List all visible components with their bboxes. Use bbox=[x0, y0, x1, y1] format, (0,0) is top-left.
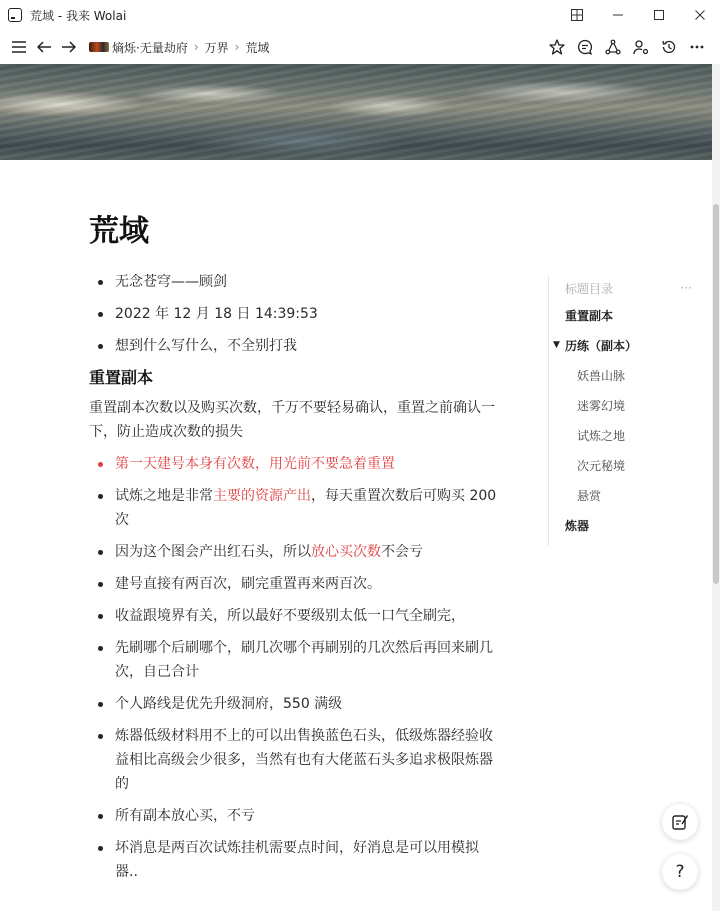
scrollbar[interactable] bbox=[712, 64, 720, 911]
list-item[interactable] bbox=[89, 540, 499, 564]
list-item-text: 2022 年 12 月 18 日 14:39:53 bbox=[115, 306, 318, 322]
chevron-right-icon: › bbox=[234, 40, 240, 54]
list-item[interactable] bbox=[89, 452, 499, 476]
list-item[interactable] bbox=[89, 692, 499, 716]
toc-title: 标题目录 bbox=[565, 281, 614, 296]
list-item[interactable] bbox=[89, 334, 499, 358]
help-button[interactable]: ? bbox=[662, 854, 698, 890]
list-item[interactable] bbox=[89, 270, 499, 294]
scrollbar-thumb[interactable] bbox=[713, 204, 719, 584]
history-icon[interactable] bbox=[658, 36, 680, 58]
minimize-button[interactable] bbox=[597, 0, 638, 30]
forward-arrow-icon[interactable] bbox=[58, 36, 80, 58]
list-item[interactable] bbox=[89, 604, 499, 628]
maximize-button[interactable] bbox=[638, 0, 679, 30]
quick-note-button[interactable] bbox=[662, 804, 698, 840]
user-settings-icon[interactable] bbox=[630, 36, 652, 58]
list-item-text: 不会亏 bbox=[381, 544, 423, 560]
list-item-text: ，每天重置次数后可购买 200 次 bbox=[115, 488, 497, 528]
window-controls bbox=[556, 0, 720, 30]
more-options-icon[interactable] bbox=[686, 36, 708, 58]
breadcrumb-item-root[interactable]: 熵烁·无量劫府 bbox=[112, 40, 188, 55]
breadcrumb bbox=[89, 39, 269, 56]
chevron-right-icon: › bbox=[193, 40, 199, 54]
list-item[interactable] bbox=[89, 804, 499, 828]
list-item-text: 因为这个图会产出红石头，所以 bbox=[115, 544, 311, 560]
list-item[interactable] bbox=[89, 636, 499, 684]
edit-note-icon bbox=[671, 813, 689, 831]
toc-subitem[interactable]: 妖兽山脉 bbox=[577, 368, 626, 383]
list-item-text: 无念苍穹——顾剑 bbox=[115, 274, 227, 290]
window-title: 荒域 - 我来 Wolai bbox=[30, 8, 127, 23]
page-cover-image[interactable] bbox=[0, 64, 712, 160]
list-item[interactable] bbox=[89, 572, 499, 596]
list-item-text: 试炼之地是非常 bbox=[115, 488, 213, 504]
toc-item[interactable] bbox=[553, 330, 698, 360]
breadcrumb-item-current[interactable]: 荒域 bbox=[245, 40, 270, 55]
breadcrumb-thumbnail bbox=[89, 42, 109, 52]
table-of-contents bbox=[548, 276, 698, 546]
list-item-text: 第一天建号本身有次数，用光前不要急着重置 bbox=[115, 456, 395, 472]
toc-subitem[interactable]: 次元秘境 bbox=[577, 458, 626, 473]
list-item-text: 炼器低级材料用不上的可以出售换蓝色石头，低级炼器经验收益相比高级会少很多，当然有也有大佬蓝石头多追求极限炼器的 bbox=[115, 728, 493, 792]
list-item[interactable] bbox=[89, 724, 499, 796]
star-icon[interactable] bbox=[546, 36, 568, 58]
share-network-icon[interactable] bbox=[602, 36, 624, 58]
toc-subitem[interactable]: 悬赏 bbox=[577, 488, 602, 503]
list-item-text: 收益跟境界有关，所以最好不要级别太低一口气全刷完， bbox=[115, 608, 465, 624]
toc-item[interactable]: 重置副本 bbox=[565, 308, 614, 323]
caret-down-icon[interactable]: ▼ bbox=[553, 340, 560, 350]
list-item-text: 建号直接有两百次，刷完重置再来两百次。 bbox=[115, 576, 381, 592]
highlighted-text: 主要的资源产出 bbox=[213, 488, 311, 504]
toc-subitem[interactable]: 迷雾幻境 bbox=[577, 398, 626, 413]
list-item[interactable] bbox=[89, 836, 499, 884]
list-item-text: 所有副本放心买，不亏 bbox=[115, 808, 255, 824]
toc-more-icon[interactable]: ··· bbox=[680, 281, 692, 295]
list-item-text: 想到什么写什么，不全别打我 bbox=[115, 338, 297, 354]
layout-icon[interactable] bbox=[556, 0, 597, 30]
page-content bbox=[89, 270, 499, 892]
list-item-text: 坏消息是两百次试炼挂机需要点时间，好消息是可以用模拟器.. bbox=[115, 840, 479, 880]
list-item[interactable] bbox=[89, 302, 499, 326]
app-icon bbox=[8, 8, 22, 22]
toolbar bbox=[0, 30, 720, 64]
highlighted-text: 放心买次数 bbox=[311, 544, 381, 560]
close-button[interactable] bbox=[679, 0, 720, 30]
toc-item[interactable]: 炼器 bbox=[565, 518, 590, 533]
list-item-text: 个人路线是优先升级洞府，550 满级 bbox=[115, 696, 343, 712]
paragraph[interactable]: 重置副本次数以及购买次数，千万不要轻易确认，重置之前确认一下，防止造成次数的损失 bbox=[89, 400, 495, 440]
section-heading[interactable]: 重置副本 bbox=[89, 368, 154, 387]
menu-icon[interactable] bbox=[8, 36, 30, 58]
toc-item-label: 历练（副本） bbox=[565, 338, 638, 353]
comment-icon[interactable] bbox=[574, 36, 596, 58]
toc-header bbox=[565, 276, 698, 300]
back-arrow-icon[interactable] bbox=[33, 36, 55, 58]
breadcrumb-item-parent[interactable]: 万界 bbox=[204, 40, 229, 55]
title-bar bbox=[0, 0, 720, 30]
list-item-text: 先刷哪个后刷哪个，刷几次哪个再刷别的几次然后再回来刷几次，自己合计 bbox=[115, 640, 493, 680]
list-item[interactable] bbox=[89, 484, 499, 532]
toc-subitem[interactable]: 试炼之地 bbox=[577, 428, 626, 443]
page-title[interactable]: 荒域 bbox=[89, 214, 149, 249]
